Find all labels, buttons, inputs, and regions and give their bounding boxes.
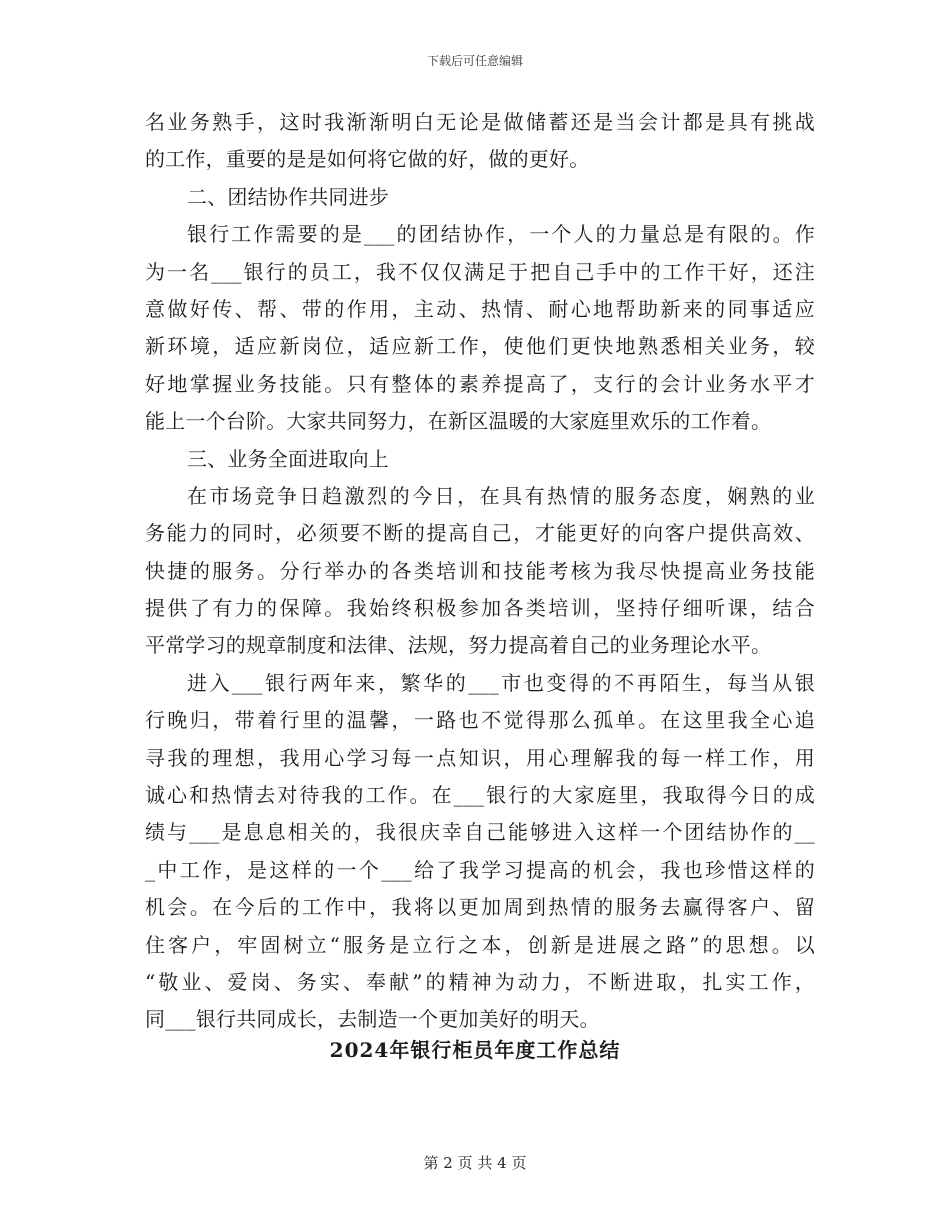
body-line: 提供了有力的保障。我始终积极参加各类培训，坚持仔细听课，结合 xyxy=(145,596,815,621)
body-line: 诚心和热情去对待我的工作。在___银行的大家庭里，我取得今日的成 xyxy=(145,783,815,808)
body-line: 二、团结协作共同进步 xyxy=(187,184,389,209)
body-line: 平常学习的规章制度和法律、法规，努力提高着自己的业务理论水平。 xyxy=(145,633,772,658)
body-line: 好地掌握业务技能。只有整体的素养提高了，支行的会计业务水平才 xyxy=(145,371,815,396)
body-line: “敬业、爱岗、务实、奉献”的精神为动力，不断进取，扎实工作， xyxy=(145,969,815,994)
document-title: 2024年银行柜员年度工作总结 xyxy=(329,1038,621,1062)
body-line: 住客户，牢固树立“服务是立行之本，创新是进展之路”的思想。以 xyxy=(145,932,815,957)
body-line: 的工作，重要的是是如何将它做的好，做的更好。 xyxy=(145,147,590,172)
page-number: 第 2 页 共 4 页 xyxy=(423,1154,527,1172)
body-line: 能上一个台阶。大家共同努力，在新区温暖的大家庭里欢乐的工作着。 xyxy=(145,409,772,434)
body-line: 同___银行共同成长，去制造一个更加美好的明天。 xyxy=(145,1007,600,1032)
body-line: 意做好传、帮、带的作用，主动、热情、耐心地帮助新来的同事适应 xyxy=(145,296,815,321)
body-line: 为一名___银行的员工，我不仅仅满足于把自己手中的工作干好，还注 xyxy=(145,259,815,284)
body-line: 进入___银行两年来，繁华的___市也变得的不再陌生，每当从银 xyxy=(187,670,815,695)
body-line: 绩与___是息息相关的，我很庆幸自己能够进入这样一个团结协作的__ xyxy=(145,820,815,845)
body-line: _中工作，是这样的一个___给了我学习提高的机会，我也珍惜这样的 xyxy=(145,857,815,882)
body-line: 快捷的服务。分行举办的各类培训和技能考核为我尽快提高业务技能 xyxy=(145,558,815,583)
body-text xyxy=(145,104,815,1039)
body-line: 名业务熟手，这时我渐渐明白无论是做储蓄还是当会计都是具有挑战 xyxy=(145,110,815,134)
body-line: 行晚归，带着行里的温馨，一路也不觉得那么孤单。在这里我全心追 xyxy=(145,708,815,733)
body-line: 寻我的理想，我用心学习每一点知识，用心理解我的每一样工作，用 xyxy=(145,745,815,770)
header-note: 下载后可任意编辑 xyxy=(426,54,523,68)
body-line: 务能力的同时，必须要不断的提高自己，才能更好的向客户提供高效、 xyxy=(145,521,815,546)
body-line: 新环境，适应新岗位，适应新工作，使他们更快地熟悉相关业务，较 xyxy=(145,334,815,359)
body-line: 在市场竞争日趋激烈的今日，在具有热情的服务态度，娴熟的业 xyxy=(187,483,815,508)
body-line: 银行工作需要的是___的团结协作，一个人的力量总是有限的。作 xyxy=(187,222,815,247)
body-line: 机会。在今后的工作中，我将以更加周到热情的服务去赢得客户、留 xyxy=(145,895,815,920)
body-line: 三、业务全面进取向上 xyxy=(187,446,389,471)
